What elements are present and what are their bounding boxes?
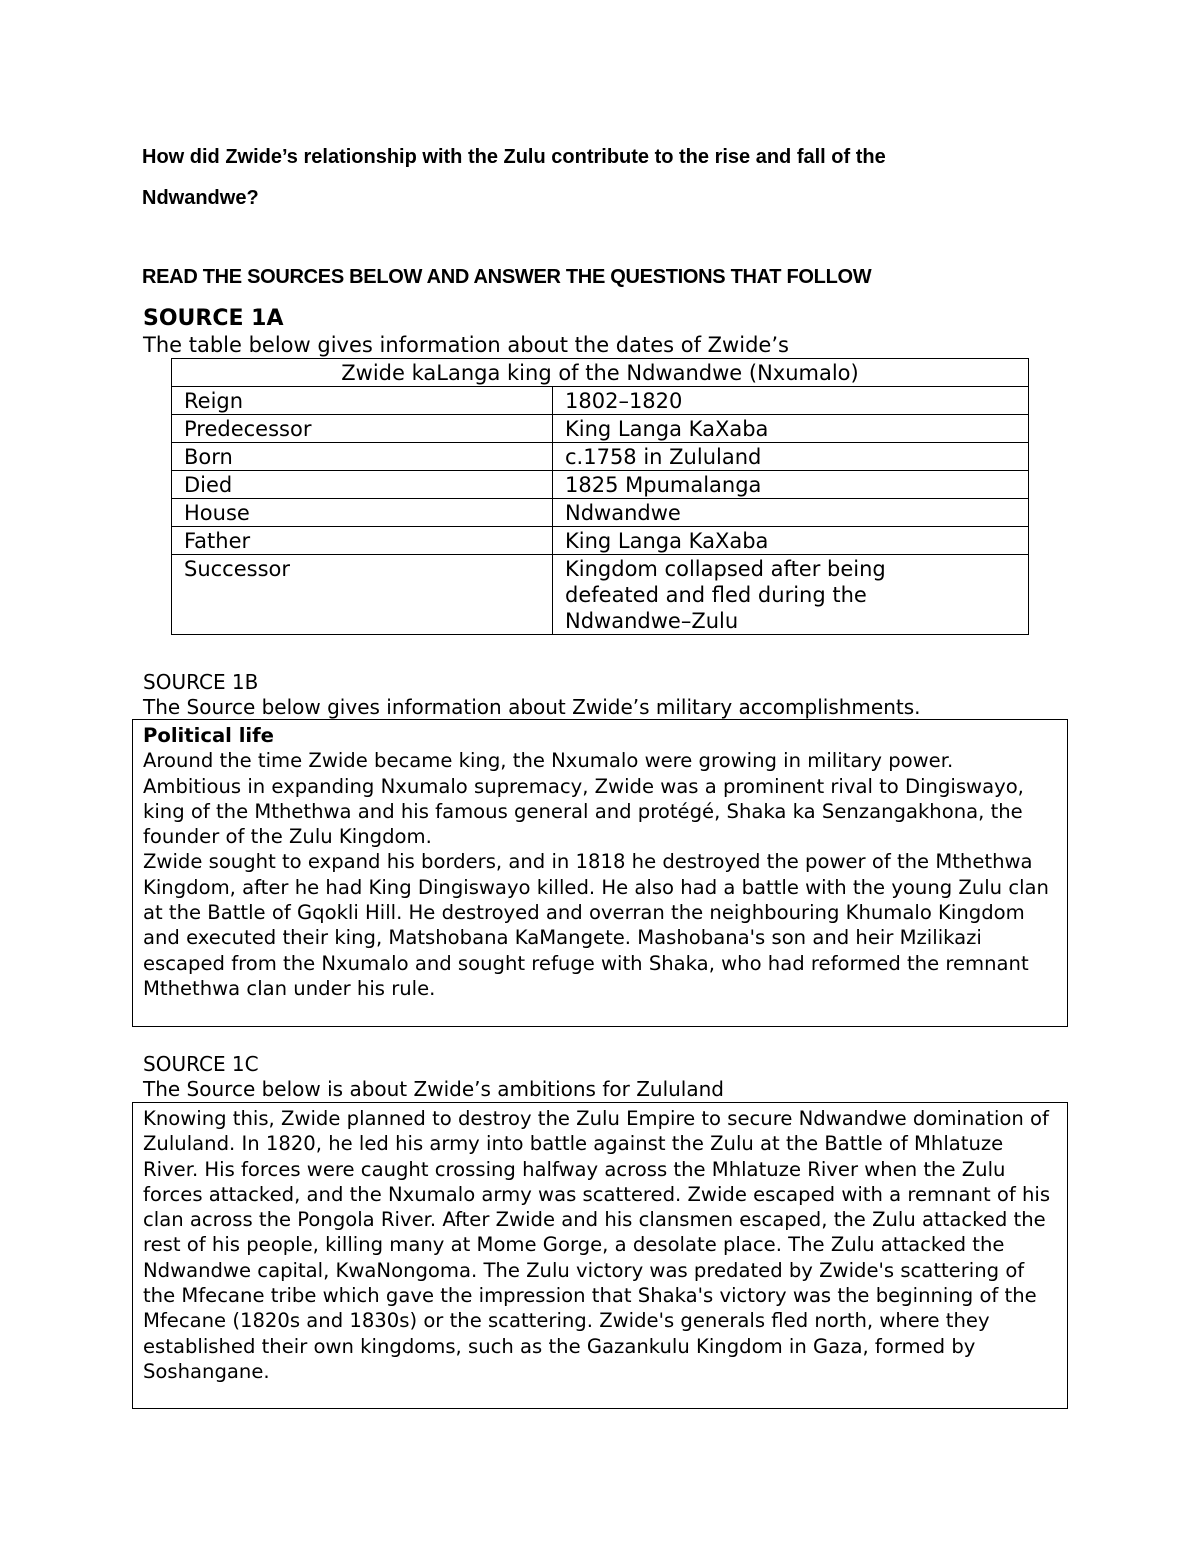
instruction-heading: READ THE SOURCES BELOW AND ANSWER THE QUESTIONS THAT FOLLOW (142, 266, 872, 288)
table-row (172, 499, 1029, 527)
table-cell-value: c.1758 in Zululand (553, 443, 1029, 471)
table-row (172, 387, 1029, 415)
table-cell-label: Died (172, 471, 553, 499)
table-cell-label: Predecessor (172, 415, 553, 443)
table-row (172, 471, 1029, 499)
table-cell-value: Ndwandwe (553, 499, 1029, 527)
table-cell-value: King Langa KaXaba (553, 415, 1029, 443)
source-1b-paragraph-1: Around the time Zwide became king, the Nxumalo were growing in military power. Ambitious in expanding Nxumalo supremacy, Zwide was a prominent rival to Dingiswayo, king of the Mthethwa and his famous general and protégé, Shaka ka Senzangakhona, the founder of the Zulu Kingdom. (143, 749, 1024, 849)
table-cell-label: Successor (172, 555, 553, 635)
source-1a-heading: SOURCE 1A (143, 306, 284, 331)
table-cell-value: Kingdom collapsed after being defeated and fled during the Ndwandwe–Zulu (553, 555, 1029, 635)
source-1c-intro: The Source below is about Zwide’s ambitions for Zululand (143, 1077, 724, 1101)
table-row (172, 527, 1029, 555)
table-row (172, 555, 1029, 635)
table-cell-label: Father (172, 527, 553, 555)
source-1c-heading: SOURCE 1C (143, 1052, 259, 1076)
question-line-2: Ndwandwe? (142, 187, 259, 209)
source-1b-heading: SOURCE 1B (143, 670, 259, 694)
source-1a-intro: The table below gives information about the dates of Zwide’s (143, 333, 789, 357)
source-1c-paragraph: Knowing this, Zwide planned to destroy the Zulu Empire to secure Ndwandwe domination of Zululand. In 1820, he led his army into battle against the Zulu at the Battle of Mhlatuze River. His forces were caught crossing halfway across the Mhlatuze River when the Zulu forces attacked, and the Nxumalo army was scattered. Zwide escaped with a remnant of his clan across the Pongola River. After Zwide and his clansmen escaped, the Zulu attacked the rest of his people, killing many at Mome Gorge, a desolate place. The Zulu attacked the Ndwandwe capital, KwaNongoma. The Zulu victory was predated by Zwide's scattering of the Mfecane tribe which gave the impression that Shaka's victory was the beginning of the Mfecane (1820s and 1830s) or the scattering. Zwide's generals fled north, where they established their own kingdoms, such as the Gazankulu Kingdom in Gaza, formed by Soshangane. (143, 1107, 1051, 1383)
table-title: Zwide kaLanga king of the Ndwandwe (Nxumalo) (172, 359, 1029, 387)
table-cell-label: Born (172, 443, 553, 471)
table-cell-label: House (172, 499, 553, 527)
table-cell-value: 1802–1820 (553, 387, 1029, 415)
source-1c-box (132, 1102, 1068, 1409)
source-1b-intro: The Source below gives information about Zwide’s military accomplishments. (143, 695, 921, 719)
table-cell-label: Reign (172, 387, 553, 415)
source-1b-paragraph-2: Zwide sought to expand his borders, and in 1818 he destroyed the power of the Mthethwa Kingdom, after he had King Dingiswayo killed. He also had a battle with the young Zulu clan at the Battle of Gqokli Hill. He destroyed and overran the neighbouring Khumalo Kingdom and executed their king, Matshobana KaMangete. Mashobana's son and heir Mzilikazi escaped from the Nxumalo and sought refuge with Shaka, who had reformed the remnant Mthethwa clan under his rule. (143, 850, 1049, 1000)
question-line-1: How did Zwide’s relationship with the Zulu contribute to the rise and fall of the (142, 146, 886, 168)
source-1b-box (132, 719, 1068, 1027)
source-1b-subheading: Political life (143, 724, 274, 747)
table-cell-value: 1825 Mpumalanga (553, 471, 1029, 499)
zwide-info-table (171, 358, 1029, 635)
table-row (172, 415, 1029, 443)
table-title-row (172, 359, 1029, 387)
table-cell-value: King Langa KaXaba (553, 527, 1029, 555)
table-row (172, 443, 1029, 471)
